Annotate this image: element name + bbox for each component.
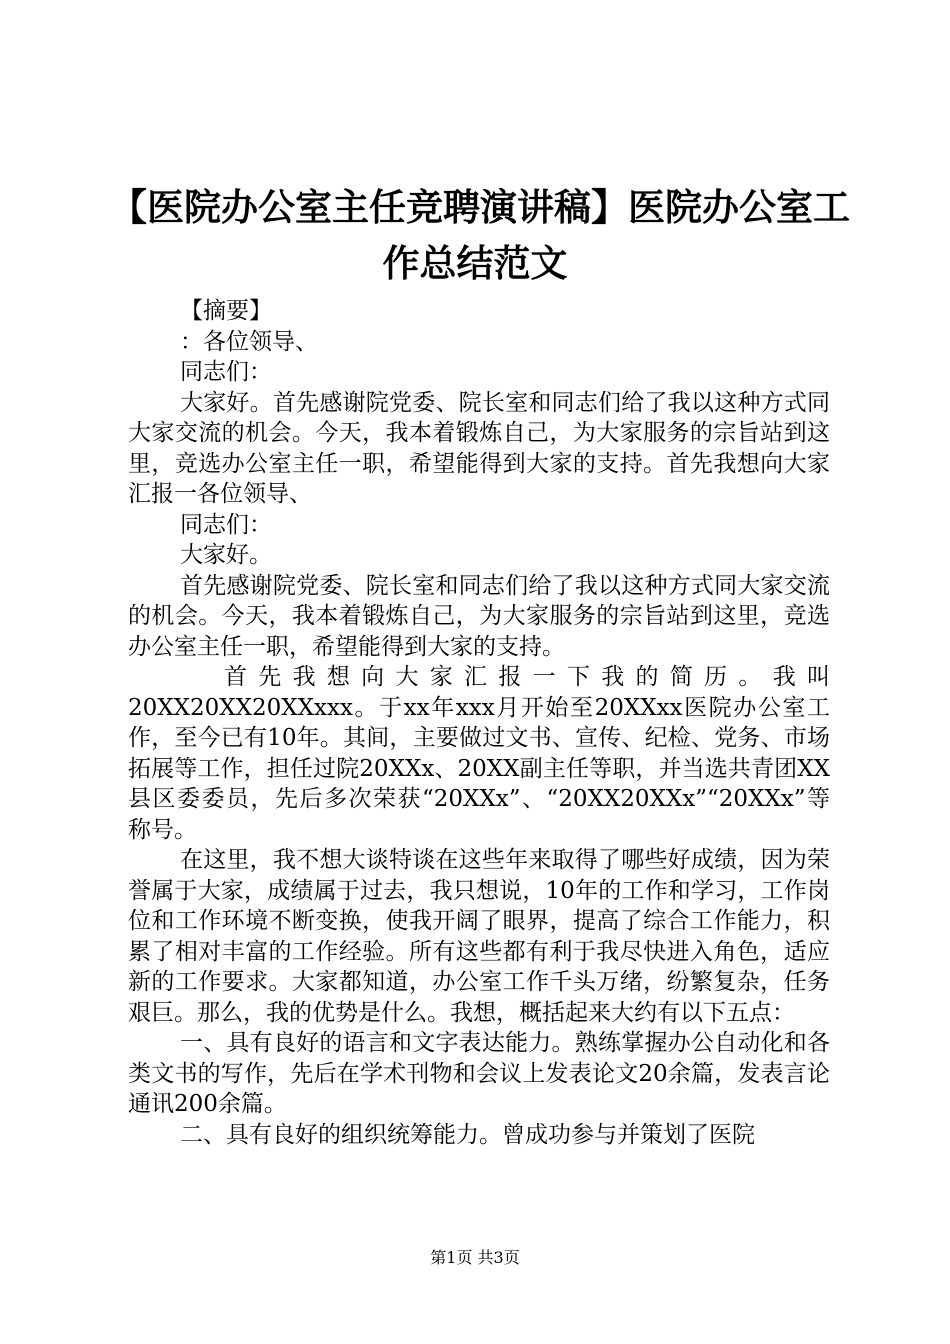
paragraph-point-2: 二、具有良好的组织统筹能力。曾成功参与并策划了医院 — [180, 1121, 755, 1148]
salutation-comrades: 同志们： — [180, 359, 272, 385]
greeting: 大家好。 — [180, 542, 272, 568]
page-number-footer: 第1页 共3页 — [430, 1248, 520, 1267]
document-title-line-1: 【医院办公室主任竞聘演讲稿】医院办公室工 — [110, 185, 850, 229]
document-title-line-2: 作总结范文 — [382, 241, 568, 285]
paragraph-resume: 首先我想向大家汇报一下我的简历。我叫20XX20XX20XXxxx。于xx年xxx月开始至20XXxx医院办公室工作，至今已有10年。其间，主要做过文书、宣传、纪检、党务、市场拓展等工作，担任过院20XXx、20XX副主任等职，并当选共青团XX县区委委员，先后多次荣获“20XXx”、“20XX20XXx”“20XXx”等称号。 — [128, 664, 830, 843]
salutation-comrades: 同志们： — [180, 511, 272, 538]
paragraph: 首先感谢院党委、院长室和同志们给了我以这种方式同大家交流的机会。今天，我本着锻炼自己，为大家服务的宗旨站到这里，竞选办公室主任一职，希望能得到大家的支持。 — [128, 572, 830, 660]
salutation-leaders: ：各位领导、 — [180, 328, 318, 355]
paragraph: 大家好。首先感谢院党委、院长室和同志们给了我以这种方式同大家交流的机会。今天，我本着锻炼自己，为大家服务的宗旨站到这里，竞选办公室主任一职，希望能得到大家的支持。首先我想向大家汇报一各位领导、 — [128, 389, 830, 507]
paragraph-point-1: 一、具有良好的语言和文字表达能力。熟练掌握办公自动化和各类文书的写作，先后在学术刊物和会议上发表论文20余篇，发表言论通讯200余篇。 — [128, 1030, 830, 1117]
paragraph: 在这里，我不想大谈特谈在这些年来取得了哪些好成绩，因为荣誉属于大家，成绩属于过去，我只想说，10年的工作和学习，工作岗位和工作环境不断变换，使我开阔了眼界，提高了综合工作能力，积累了相对丰富的工作经验。所有这些都有利于我尽快进入角色，适应新的工作要求。大家都知道，办公室工作千头万绪，纷繁复杂，任务艰巨。那么，我的优势是什么。我想，概括起来大约有以下五点： — [128, 847, 830, 1026]
abstract-heading: 【摘要】 — [180, 298, 272, 324]
document-body — [128, 296, 830, 1150]
